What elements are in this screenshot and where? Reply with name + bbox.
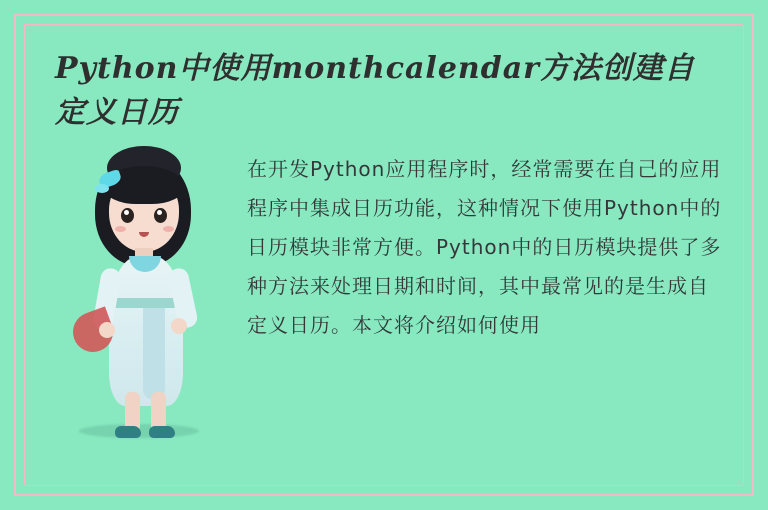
decorative-outer-frame (14, 14, 754, 496)
hand-right (171, 318, 187, 334)
eye-highlight-right (157, 210, 162, 215)
shoe-left (115, 426, 141, 438)
eye-highlight-left (124, 210, 129, 215)
hairpin-bead-icon (95, 184, 109, 193)
blush-right (163, 226, 174, 232)
dress-slit (143, 304, 165, 400)
article-content (45, 144, 723, 444)
dress-sash (111, 298, 181, 308)
chibi-girl-illustration (51, 144, 241, 444)
shoe-right (149, 426, 175, 438)
page-title: Python中使用monthcalendar方法创建自定义日历 (55, 51, 695, 130)
hand-left (99, 322, 115, 338)
article-body-text: 在开发Python应用程序时，经常需要在自己的应用程序中集成日历功能，这种情况下使用Python中的日历模块非常方便。Python中的日历模块提供了多种方法来处理日期和时间，其中最常见的是生成自定义日历。本文将介绍如何使用 (247, 157, 722, 337)
blush-left (115, 226, 126, 232)
decorative-inner-frame (24, 24, 744, 486)
